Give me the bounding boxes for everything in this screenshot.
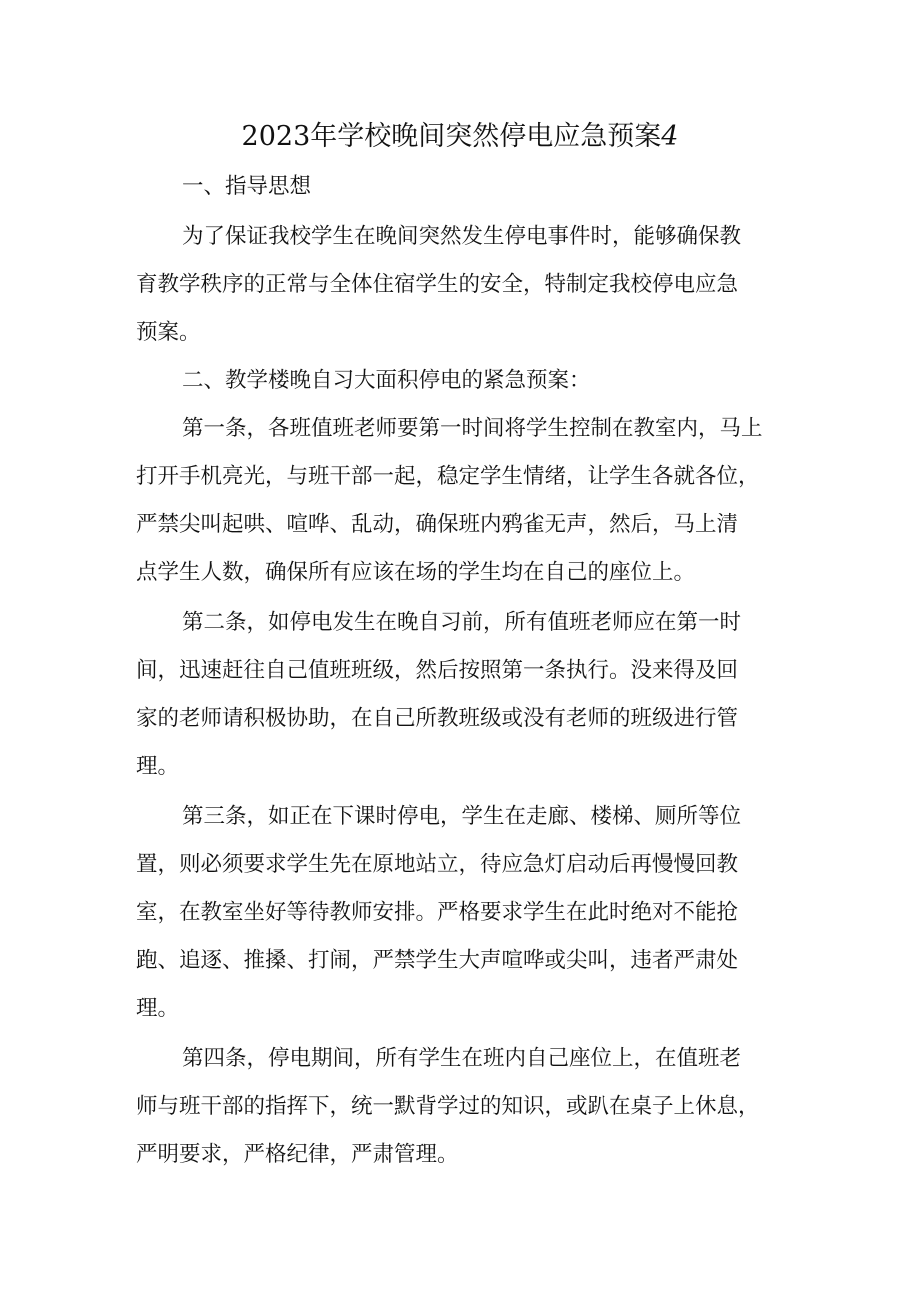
paragraph-line: 间，迅速赶往自己值班班级，然后按照第一条执行。没来得及回 [136,658,739,683]
paragraph-line: 严明要求，严格纪律，严肃管理。 [136,1142,459,1167]
paragraph-line: 第二条，如停电发生在晚自习前，所有值班老师应在第一时 [182,610,742,635]
paragraph-line: 第一条，各班值班老师要第一时间将学生控制在教室内，马上 [182,416,763,441]
paragraph-line: 严禁尖叫起哄、喧哗、乱动，确保班内鸦雀无声，然后，马上清 [136,512,739,537]
title-text: 2023年学校晚间突然停电应急预案 [241,121,662,152]
paragraph-line: 室，在教室坐好等待教师安排。严格要求学生在此时绝对不能抢 [136,900,739,925]
title-suffix: 4 [661,121,679,152]
paragraph-line: 点学生人数，确保所有应该在场的学生均在自己的座位上。 [136,560,696,585]
paragraph-line: 育教学秩序的正常与全体住宿学生的安全，特制定我校停电应急 [136,272,739,297]
paragraph-line: 跑、追逐、推搡、打闹，严禁学生大声喧哗或尖叫，违者严肃处 [136,948,739,973]
paragraph-line: 打开手机亮光，与班干部一起，稳定学生情绪，让学生各就各位， [136,464,760,489]
paragraph-line: 为了保证我校学生在晚间突然发生停电事件时，能够确保教 [182,224,742,249]
section-heading-emergency-plan: 二、教学楼晚自习大面积停电的紧急预案： [182,368,591,393]
paragraph-line: 理。 [136,996,180,1021]
paragraph-line: 家的老师请积极协助，在自己所教班级或没有老师的班级进行管 [136,706,739,731]
paragraph-line: 第三条，如正在下课时停电，学生在走廊、楼梯、厕所等位 [182,804,742,829]
paragraph-line: 师与班干部的指挥下，统一默背学过的知识，或趴在桌子上休息， [136,1094,760,1119]
paragraph-line: 预案。 [136,320,201,345]
section-heading-guiding-idea: 一、指导思想 [182,174,312,199]
paragraph-line: 第四条，停电期间，所有学生在班内自己座位上，在值班老 [182,1046,742,1071]
page-title [0,117,920,157]
paragraph-line: 理。 [136,754,180,779]
paragraph-line: 置，则必须要求学生先在原地站立，待应急灯启动后再慢慢回教 [136,852,739,877]
